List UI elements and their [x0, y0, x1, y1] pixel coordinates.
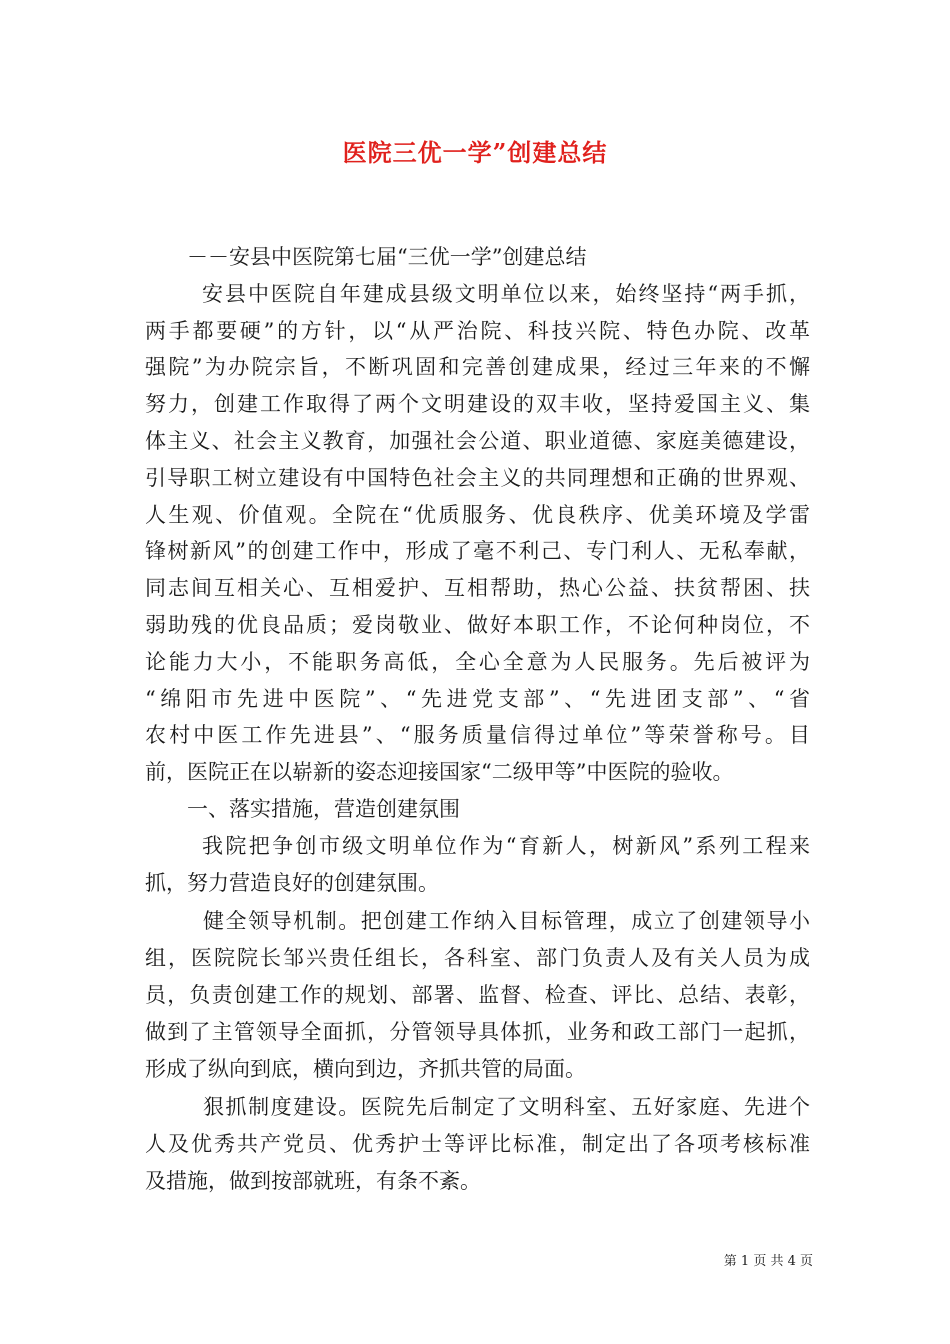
- text-line: 我院把争创市级文明单位作为“育新人，树新风”系列工程来: [202, 833, 810, 858]
- document-body: [145, 239, 810, 1200]
- text-line: 锋树新风”的创建工作中，形成了毫不利己、专门利人、无私奉献，: [145, 539, 810, 564]
- text-line: 员，负责创建工作的规划、部署、监督、检查、评比、总结、表彰，: [145, 982, 810, 1007]
- paragraph-2: [145, 828, 810, 902]
- text-line: 引导职工树立建设有中国特色社会主义的共同理想和正确的世界观、: [145, 465, 810, 490]
- paragraph-4: [145, 1089, 810, 1199]
- text-line: 形成了纵向到底，横向到边，齐抓共管的局面。: [145, 1056, 586, 1081]
- paragraph-intro: [145, 276, 810, 791]
- paragraph-3: [145, 903, 810, 1087]
- text-line: 做到了主管领导全面抓，分管领导具体抓，业务和政工部门一起抓，: [145, 1019, 810, 1044]
- text-line: 组，医院院长邹兴贵任组长，各科室、部门负责人及有关人员为成: [145, 946, 810, 971]
- text-line: 健全领导机制。把创建工作纳入目标管理，成立了创建领导小: [203, 909, 810, 934]
- document-title: 医院三优一学”创建总结: [342, 138, 608, 167]
- text-line: 狠抓制度建设。医院先后制定了文明科室、五好家庭、先进个: [203, 1095, 810, 1120]
- text-line: 前，医院正在以崭新的姿态迎接国家“二级甲等”中医院的验收。: [145, 760, 734, 785]
- text-line: 人及优秀共产党员、优秀护士等评比标准，制定出了各项考核标准: [145, 1132, 810, 1157]
- text-line: 农村中医工作先进县”、“服务质量信得过单位”等荣誉称号。目: [145, 723, 810, 748]
- text-line: 两手都要硬”的方针，以“从严治院、科技兴院、特色办院、改革: [145, 318, 810, 343]
- text-line: 强院”为办院宗旨，不断巩固和完善创建成果，经过三年来的不懈: [145, 355, 810, 380]
- document-subtitle: －－安县中医院第七届“三优一学”创建总结: [187, 245, 587, 269]
- text-line: 体主义、社会主义教育，加强社会公道、职业道德、家庭美德建设，: [145, 428, 810, 453]
- text-line: 抓，努力营造良好的创建氛围。: [145, 870, 439, 895]
- page-number-footer: 第 1 页 共 4 页: [723, 1254, 813, 1269]
- text-line: “绵阳市先进中医院”、“先进党支部”、“先进团支部”、“省: [145, 686, 810, 711]
- text-line: 安县中医院自年建成县级文明单位以来，始终坚持“两手抓，: [202, 281, 810, 306]
- text-line: 人生观、价值观。全院在“优质服务、优良秩序、优美环境及学雷: [145, 502, 810, 527]
- text-line: 同志间互相关心、互相爱护、互相帮助，热心公益、扶贫帮困、扶: [145, 576, 810, 601]
- text-line: 论能力大小，不能职务高低，全心全意为人民服务。先后被评为: [145, 649, 810, 674]
- section-heading: 一、落实措施，营造创建氛围: [187, 796, 460, 821]
- text-line: 努力，创建工作取得了两个文明建设的双丰收，坚持爱国主义、集: [145, 392, 810, 417]
- text-line: 及措施，做到按部就班，有条不紊。: [145, 1168, 481, 1193]
- text-line: 弱助残的优良品质；爱岗敬业、做好本职工作，不论何种岗位，不: [145, 612, 810, 637]
